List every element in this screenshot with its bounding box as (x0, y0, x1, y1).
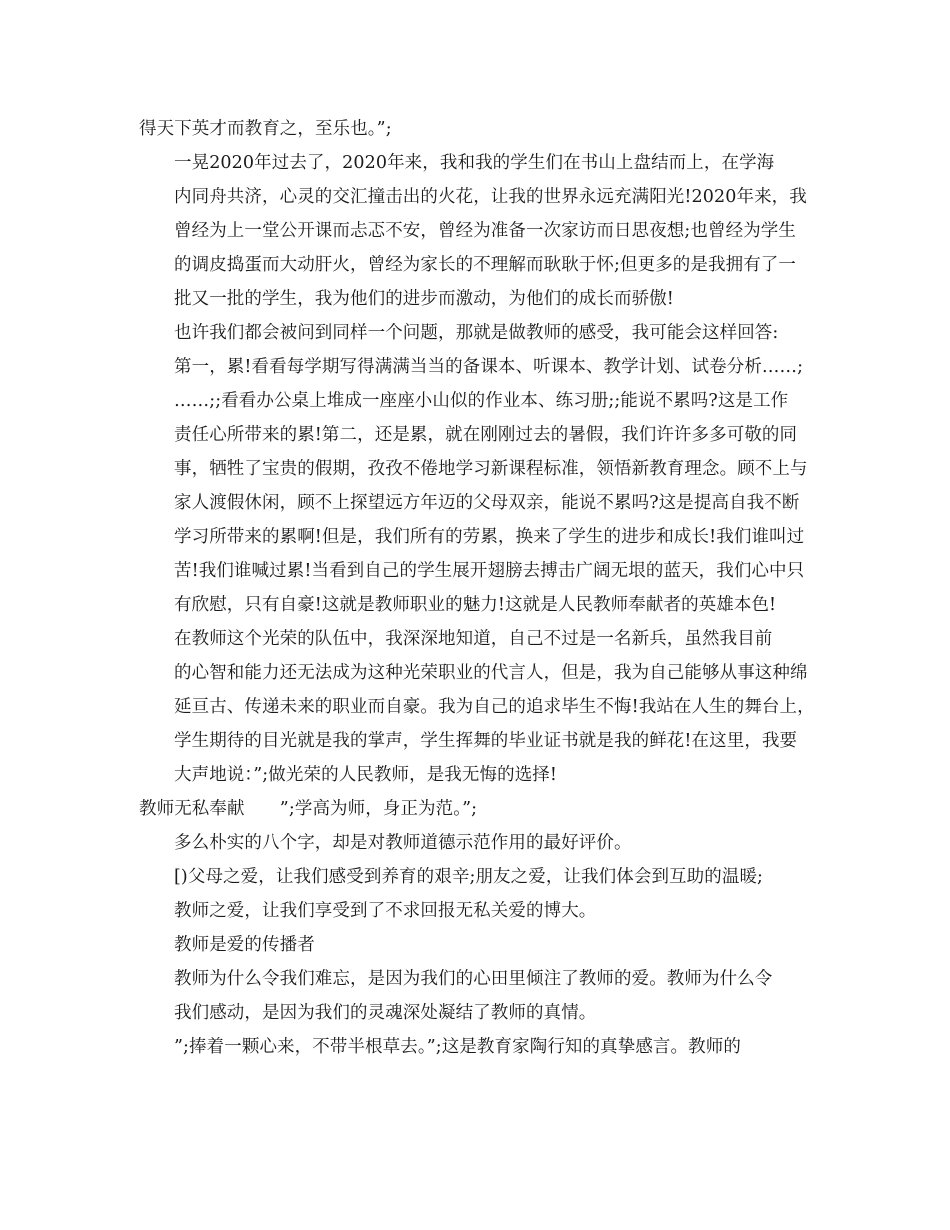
text-line: 有欣慰，只有自豪!这就是教师职业的魅力!这就是人民教师奉献者的英雄本色! (174, 595, 777, 615)
text-line: 教师之爱，让我们享受到了不求回报无私关爱的博大。 (174, 901, 597, 921)
text-line: 在教师这个光荣的队伍中，我深深地知道，自己不过是一名新兵，虽然我目前 (174, 629, 773, 649)
paragraph (139, 112, 815, 146)
text-line: 内同舟共济，心灵的交汇撞击出的火花，让我的世界永远充满阳光!2020年来，我 (174, 187, 807, 207)
text-line: 事，牺牲了宝贵的假期，孜孜不倦地学习新课程标准，领悟新教育理念。顾不上与 (174, 459, 808, 479)
text-line: 责任心所带来的累!第二，还是累，就在刚刚过去的暑假，我们许许多多可敬的同 (174, 425, 798, 445)
text-line: 苦!我们谁喊过累!当看到自己的学生展开翅膀去搏击广阔无垠的蓝天，我们心中只 (174, 561, 805, 581)
text-line: 的心智和能力还无法成为这种光荣职业的代言人，但是，我为自己能够从事这种绵 (174, 663, 808, 683)
document-body (139, 112, 815, 1064)
text-line: 曾经为上一堂公开课而忐忑不安，曾经为准备一次家访而日思夜想;也曾经为学生 (174, 221, 796, 241)
text-line: 第一，累!看看每学期写得满满当当的备课本、听课本、教学计划、试卷分析……; (174, 357, 804, 377)
text-line: 教师是爱的传播者 (174, 935, 315, 955)
text-line: 批又一批的学生，我为他们的进步而激动，为他们的成长而骄傲! (174, 289, 674, 309)
paragraph (139, 860, 815, 928)
paragraph (139, 826, 815, 860)
paragraph (139, 928, 815, 962)
text-line: ”;捧着一颗心来，不带半根草去。”;这是教育家陶行知的真挚感言。教师的 (174, 1037, 741, 1057)
text-line: 大声地说：”;做光荣的人民教师，是我无悔的选择! (174, 765, 558, 785)
text-line: 家人渡假休闲，顾不上探望远方年迈的父母双亲，能说不累吗?这是提高自我不断 (174, 493, 800, 513)
text-line: 延亘古、传递未来的职业而自豪。我为自己的追求毕生不悔!我站在人生的舞台上， (174, 697, 815, 717)
text-line: 教师无私奉献 ”;学高为师，身正为范。”; (139, 799, 478, 819)
paragraph (139, 1030, 815, 1064)
text-line: 教师为什么令我们难忘，是因为我们的心田里倾注了教师的爱。教师为什么令 (174, 969, 773, 989)
text-line: 也许我们都会被问到同样一个问题，那就是做教师的感受，我可能会这样回答: (174, 323, 779, 343)
text-line: [)父母之爱，让我们感受到养育的艰辛;朋友之爱，让我们体会到互助的温暖; (174, 867, 764, 887)
paragraph (139, 146, 815, 316)
text-line: 多么朴实的八个字，却是对教师道德示范作用的最好评价。 (174, 833, 632, 853)
paragraph (139, 792, 815, 826)
text-line: 我们感动，是因为我们的灵魂深处凝结了教师的真情。 (174, 1003, 597, 1023)
text-line: 学生期待的目光就是我的掌声，学生挥舞的毕业证书就是我的鲜花!在这里，我要 (174, 731, 798, 751)
text-line: 的调皮捣蛋而大动肝火，曾经为家长的不理解而耿耿于怀;但更多的是我拥有了一 (174, 255, 796, 275)
paragraph (139, 622, 815, 792)
text-line: 一晃2020年过去了，2020年来，我和我的学生们在书山上盘结而上，在学海 (174, 153, 775, 173)
text-line: 得天下英才而教育之，至乐也。”; (139, 119, 392, 139)
paragraph (139, 316, 815, 622)
text-line: ……;;看看办公桌上堆成一座座小山似的作业本、练习册;;能说不累吗?这是工作 (174, 391, 789, 411)
paragraph (139, 962, 815, 1030)
text-line: 学习所带来的累啊!但是，我们所有的劳累，换来了学生的进步和成长!我们谁叫过 (174, 527, 805, 547)
